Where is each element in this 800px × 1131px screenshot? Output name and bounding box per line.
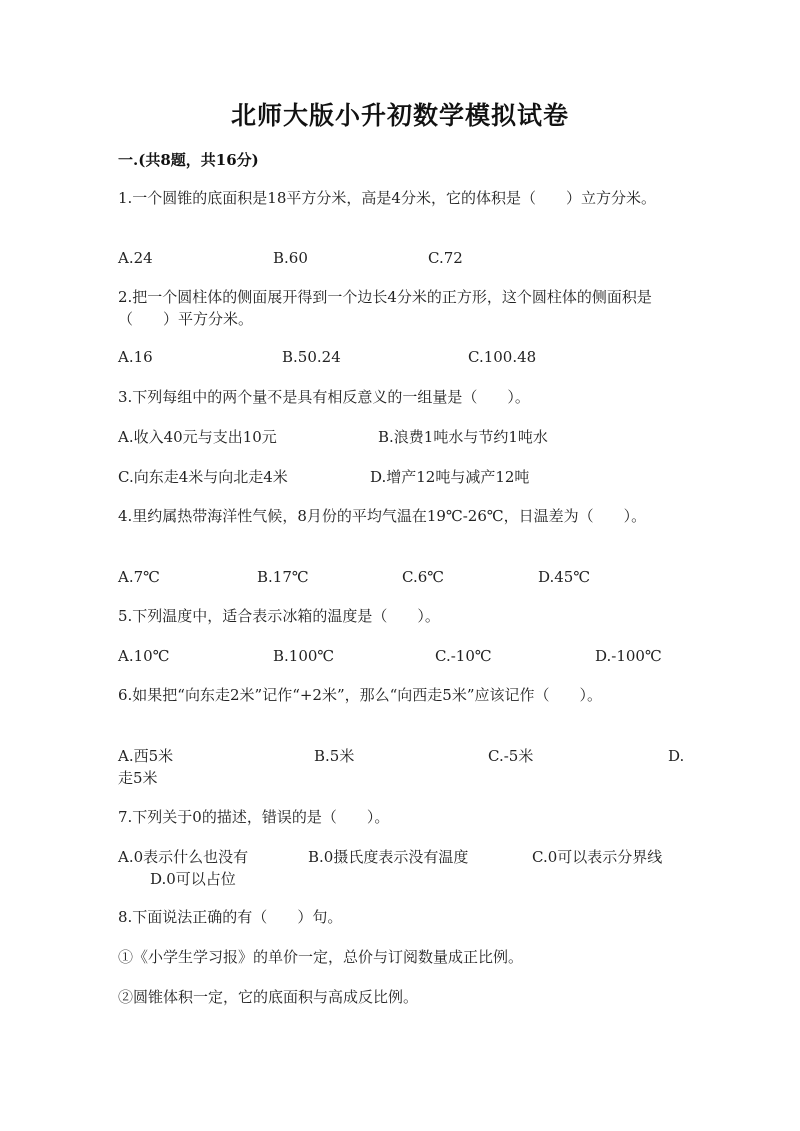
- option-b[interactable]: B.0摄氏度表示没有温度: [308, 848, 469, 866]
- option-b[interactable]: B.5米: [314, 747, 355, 765]
- statement-2: ②圆锥体积一定，它的底面积与高成反比例。: [118, 988, 419, 1006]
- option-b[interactable]: B.60: [273, 249, 308, 267]
- statement-1: ①《小学生学习报》的单价一定，总价与订阅数量成正比例。: [118, 948, 524, 966]
- option-a[interactable]: A.24: [118, 249, 153, 267]
- option-b[interactable]: B.17℃: [257, 568, 309, 586]
- option-a[interactable]: A.10℃: [118, 647, 170, 665]
- option-d-continued[interactable]: 走5米: [118, 769, 158, 787]
- option-d[interactable]: D.: [668, 747, 685, 765]
- question-4: 4.里约属热带海洋性气候，8月份的平均气温在19℃-26℃，日温差为（ ）。: [118, 507, 647, 525]
- question-4-options: [118, 566, 688, 588]
- option-d[interactable]: D.增产12吨与减产12吨: [370, 468, 530, 486]
- question-3-options-row1: [118, 426, 688, 448]
- option-c[interactable]: C.72: [428, 249, 463, 267]
- option-b[interactable]: B.50.24: [282, 348, 341, 366]
- question-8: 8.下面说法正确的有（ ）句。: [118, 908, 343, 926]
- question-1: 1.一个圆锥的底面积是18平方分米，高是4分米，它的体积是（ ）立方分米。: [118, 189, 656, 207]
- question-3-options-row2: [118, 466, 688, 488]
- option-c[interactable]: C.0可以表示分界线: [532, 848, 663, 866]
- option-c[interactable]: C.-10℃: [435, 647, 492, 665]
- option-d[interactable]: D.0可以占位: [150, 870, 236, 888]
- option-a[interactable]: A.收入40元与支出10元: [118, 428, 277, 446]
- option-c[interactable]: C.-5米: [488, 747, 534, 765]
- question-1-options: [118, 247, 688, 269]
- option-a[interactable]: A.0表示什么也没有: [118, 848, 249, 866]
- section-heading: 一.(共8题，共16分): [118, 151, 259, 169]
- question-5: 5.下列温度中，适合表示冰箱的温度是（ ）。: [118, 607, 440, 625]
- option-c[interactable]: C.100.48: [468, 348, 537, 366]
- question-7: 7.下列关于0的描述，错误的是（ ）。: [118, 808, 390, 826]
- option-d[interactable]: D.45℃: [538, 568, 591, 586]
- question-3: 3.下列每组中的两个量不是具有相反意义的一组量是（ ）。: [118, 388, 530, 406]
- question-6: 6.如果把“向东走2米”记作“+2米”，那么“向西走5米”应该记作（ ）。: [118, 686, 603, 704]
- question-2: 2.把一个圆柱体的侧面展开得到一个边长4分米的正方形，这个圆柱体的侧面积是（ ）平方分米。: [118, 288, 652, 328]
- question-7-options-row2: [118, 868, 688, 890]
- question-6-options-wrap: [118, 767, 688, 789]
- option-a[interactable]: A.西5米: [118, 747, 174, 765]
- option-b[interactable]: B.100℃: [273, 647, 335, 665]
- question-6-options: [118, 745, 688, 767]
- page-title: 北师大版小升初数学模拟试卷: [230, 101, 569, 130]
- question-5-options: [118, 645, 688, 667]
- option-d[interactable]: D.-100℃: [595, 647, 662, 665]
- option-a[interactable]: A.16: [118, 348, 153, 366]
- option-c[interactable]: C.向东走4米与向北走4米: [118, 468, 288, 486]
- option-c[interactable]: C.6℃: [402, 568, 445, 586]
- option-b[interactable]: B.浪费1吨水与节约1吨水: [378, 428, 548, 446]
- question-2-options: [118, 346, 688, 368]
- question-7-options-row1: [118, 846, 688, 868]
- option-a[interactable]: A.7℃: [118, 568, 160, 586]
